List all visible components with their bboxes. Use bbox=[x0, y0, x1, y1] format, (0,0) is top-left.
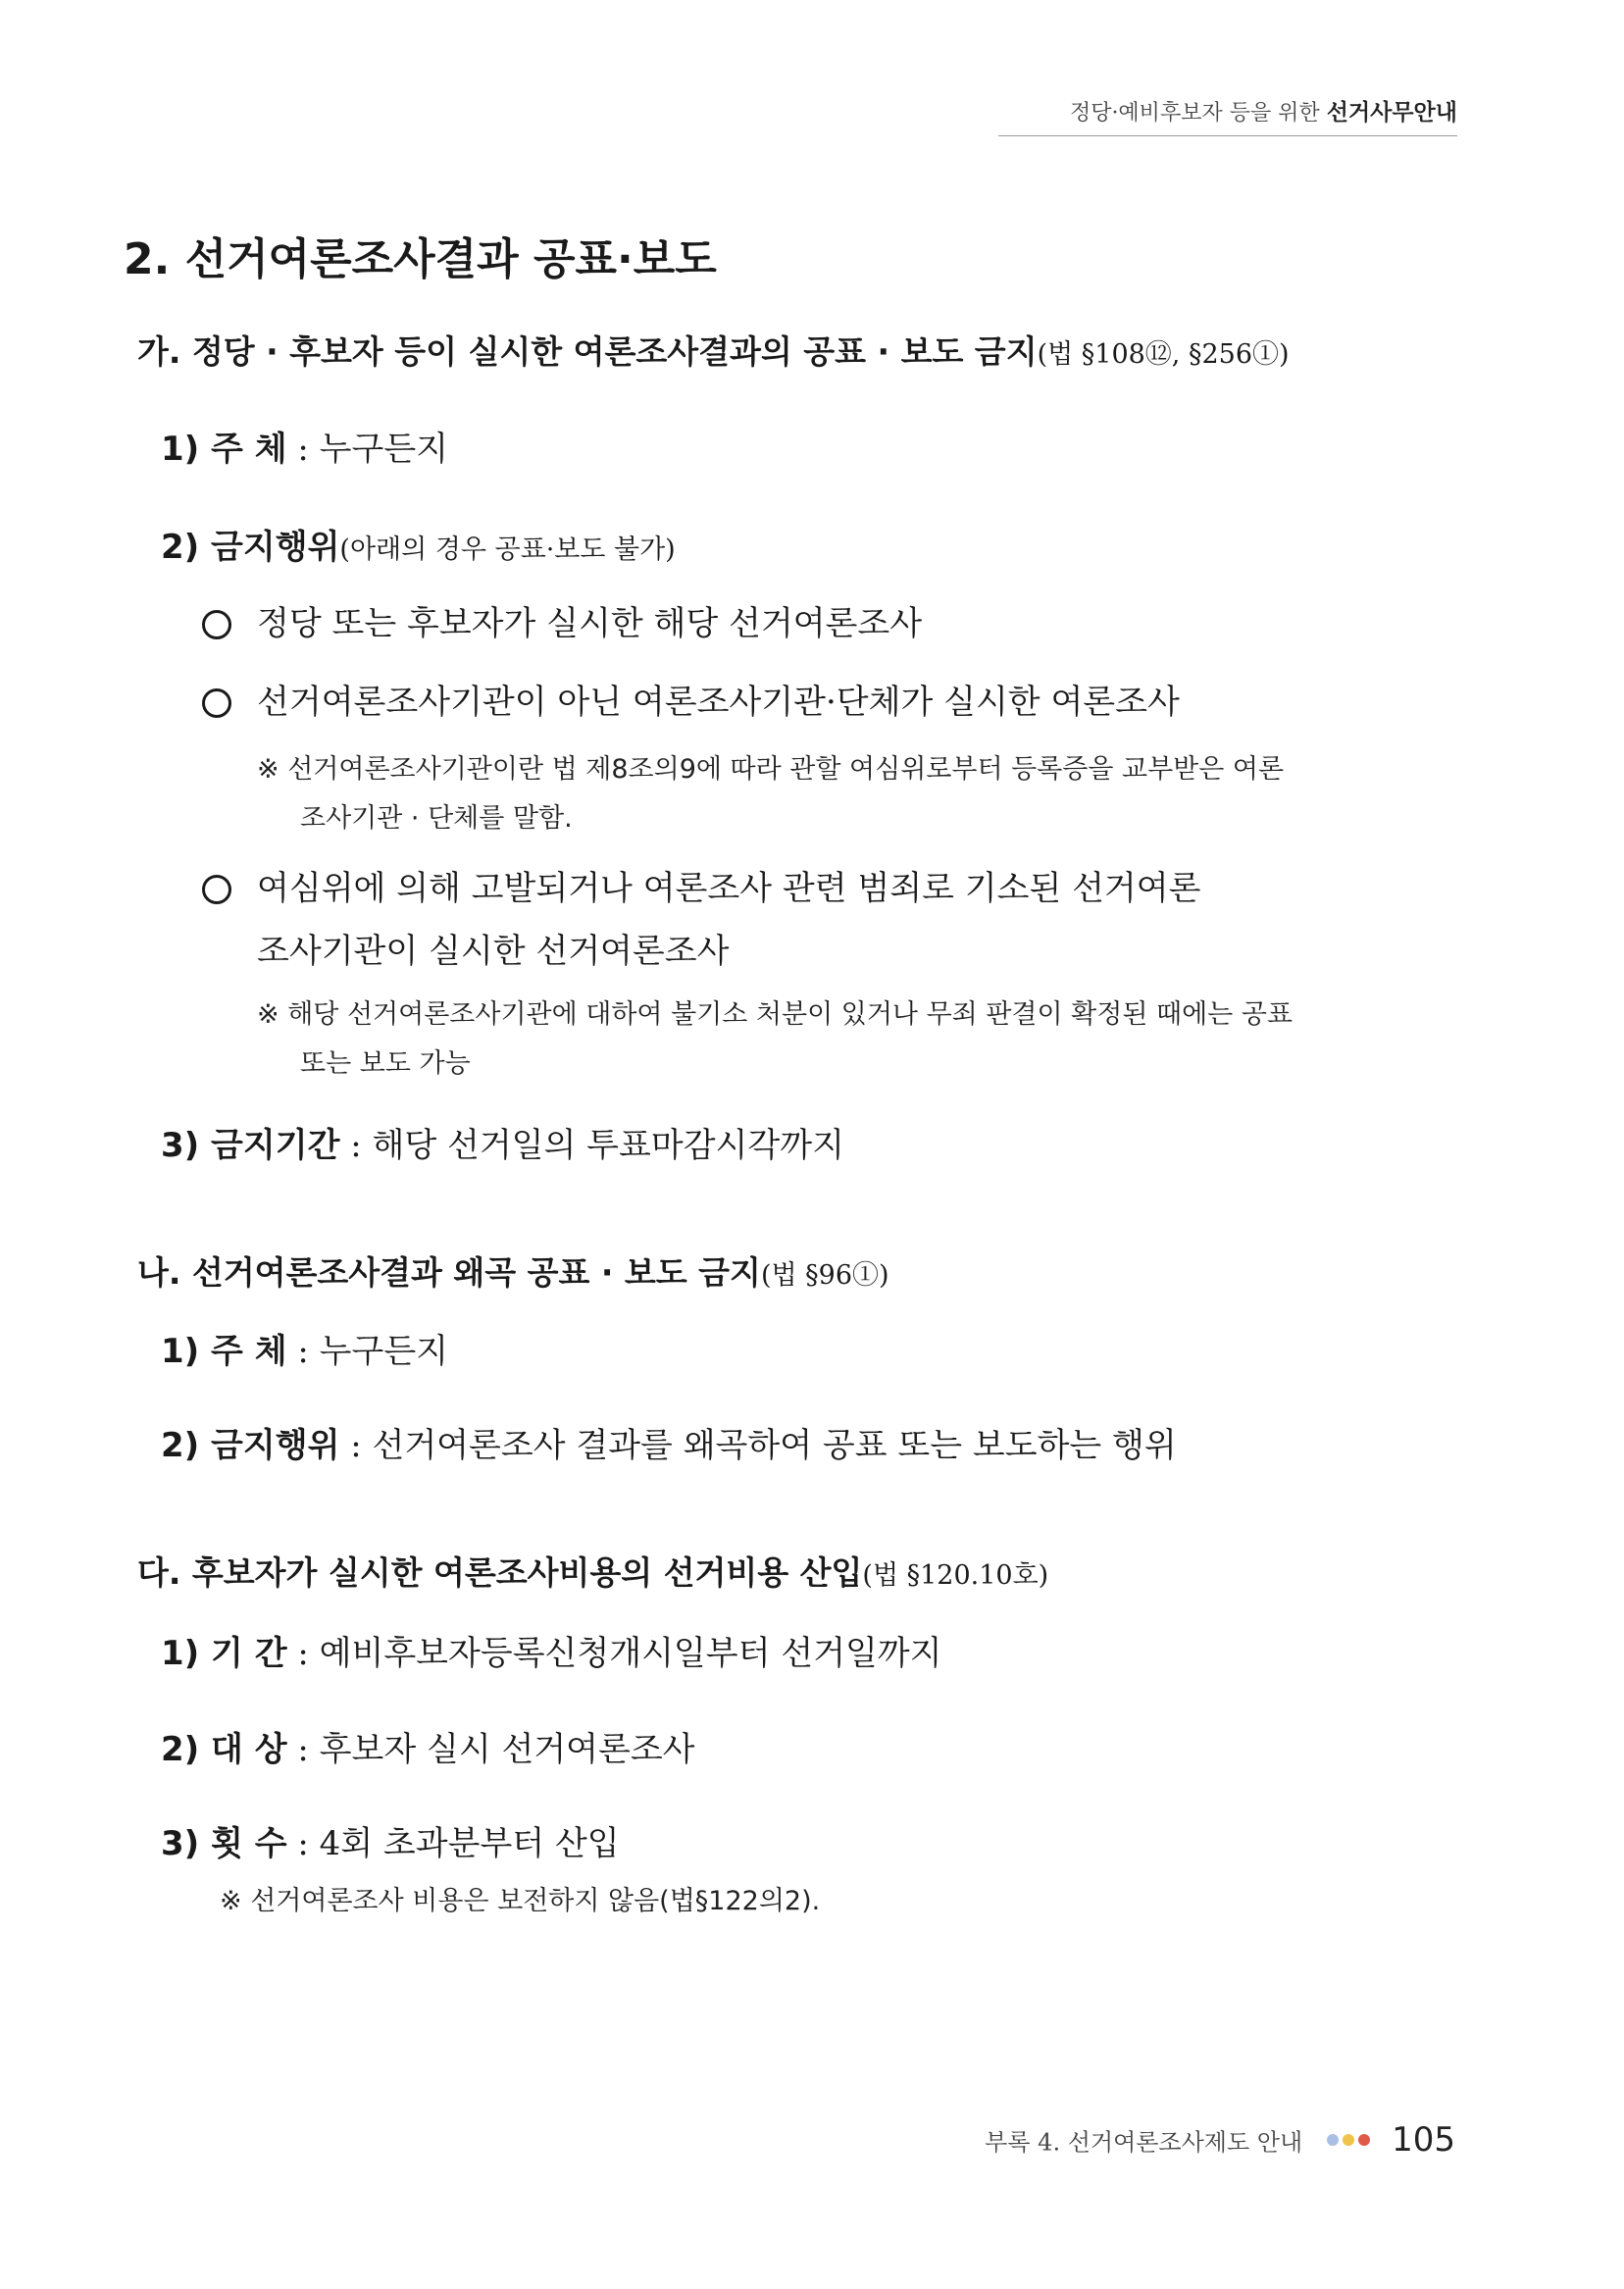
item-text: : 누구든지 bbox=[286, 430, 449, 469]
subsection-b-item-2 bbox=[161, 1418, 1177, 1466]
item-label: 1) 기 간 bbox=[161, 1634, 287, 1673]
note-1-line-2: 조사기관 · 단체를 말함. bbox=[300, 803, 573, 834]
item-text: : 4회 초과분부터 산입 bbox=[286, 1824, 620, 1863]
subsection-a-item-1 bbox=[161, 422, 448, 470]
page-footer bbox=[985, 2120, 1455, 2160]
subsection-b-item-1 bbox=[161, 1324, 448, 1372]
item-parenthetical: (아래의 경우 공표·보도 불가) bbox=[339, 534, 676, 565]
subsection-a-heading bbox=[137, 327, 1290, 373]
item-text: : 후보자 실시 선거여론조사 bbox=[286, 1730, 695, 1769]
subsection-a-item-2 bbox=[161, 520, 676, 568]
subsection-a-reference: (법 §108⑫, §256①) bbox=[1037, 339, 1290, 370]
bullet-item-3-line-2: 조사기관이 실시한 선거여론조사 bbox=[257, 932, 730, 971]
subsection-c-item-2 bbox=[161, 1722, 695, 1770]
item-label: 2) 대 상 bbox=[161, 1730, 287, 1769]
page-number: 105 bbox=[1392, 2120, 1455, 2160]
bullet-item-2: 선거여론조사기관이 아닌 여론조사기관·단체가 실시한 여론조사 bbox=[257, 683, 1180, 722]
item-label: 2) 금지행위 bbox=[161, 528, 340, 567]
subsection-c-note: ※ 선거여론조사 비용은 보전하지 않음(법§122의2). bbox=[220, 1886, 821, 1916]
item-label: 3) 금지기간 bbox=[161, 1126, 340, 1165]
footer-dot-2 bbox=[1343, 2134, 1354, 2146]
hollow-circle-bullet-icon bbox=[202, 610, 231, 639]
subsection-b-heading bbox=[137, 1247, 889, 1294]
item-text: : 누구든지 bbox=[286, 1332, 449, 1371]
subsection-c-title: 다. 후보자가 실시한 여론조사비용의 선거비용 산입 bbox=[137, 1553, 863, 1592]
bullet-item-3-line-1: 여심위에 의해 고발되거나 여론조사 관련 범죄로 기소된 선거여론 bbox=[257, 869, 1201, 908]
item-text: : 해당 선거일의 투표마감시각까지 bbox=[339, 1126, 844, 1165]
section-title: 2. 선거여론조사결과 공표·보도 bbox=[124, 234, 717, 284]
item-label: 3) 횟 수 bbox=[161, 1824, 287, 1863]
item-text: : 선거여론조사 결과를 왜곡하여 공표 또는 보도하는 행위 bbox=[339, 1426, 1177, 1465]
footer-dot-1 bbox=[1327, 2134, 1339, 2146]
subsection-b-title: 나. 선거여론조사결과 왜곡 공표 · 보도 금지 bbox=[137, 1253, 761, 1292]
subsection-a-title: 가. 정당 · 후보자 등이 실시한 여론조사결과의 공표 · 보도 금지 bbox=[137, 332, 1038, 371]
item-label: 2) 금지행위 bbox=[161, 1426, 340, 1465]
subsection-b-reference: (법 §96①) bbox=[760, 1260, 889, 1291]
subsection-c-item-1 bbox=[161, 1626, 941, 1674]
hollow-circle-bullet-icon bbox=[202, 688, 231, 718]
note-2-line-2: 또는 보도 가능 bbox=[300, 1048, 471, 1079]
note-2-line-1: ※ 해당 선거여론조사기관에 대하여 불기소 처분이 있거나 무죄 판결이 확정된 때에는 공표 bbox=[257, 999, 1293, 1030]
subsection-c-item-3 bbox=[161, 1816, 620, 1864]
footer-dot-3 bbox=[1358, 2134, 1370, 2146]
item-text: : 예비후보자등록신청개시일부터 선거일까지 bbox=[286, 1634, 942, 1673]
bullet-item-1: 정당 또는 후보자가 실시한 해당 선거여론조사 bbox=[257, 604, 923, 643]
running-header bbox=[1070, 94, 1457, 127]
header-divider bbox=[998, 135, 1457, 136]
item-label: 1) 주 체 bbox=[161, 1332, 287, 1371]
running-header-prefix: 정당·예비후보자 등을 위한 bbox=[1069, 101, 1327, 126]
subsection-a-item-3 bbox=[161, 1118, 844, 1166]
subsection-c-heading bbox=[137, 1548, 1048, 1594]
footer-text: 부록 4. 선거여론조사제도 안내 bbox=[985, 2128, 1303, 2157]
item-label: 1) 주 체 bbox=[161, 430, 287, 469]
subsection-c-reference: (법 §120.10호) bbox=[862, 1560, 1049, 1591]
note-1-line-1: ※ 선거여론조사기관이란 법 제8조의9에 따라 관할 여심위로부터 등록증을 교부받은 여론 bbox=[257, 754, 1285, 785]
running-header-title: 선거사무안내 bbox=[1326, 100, 1457, 126]
hollow-circle-bullet-icon bbox=[202, 875, 231, 904]
